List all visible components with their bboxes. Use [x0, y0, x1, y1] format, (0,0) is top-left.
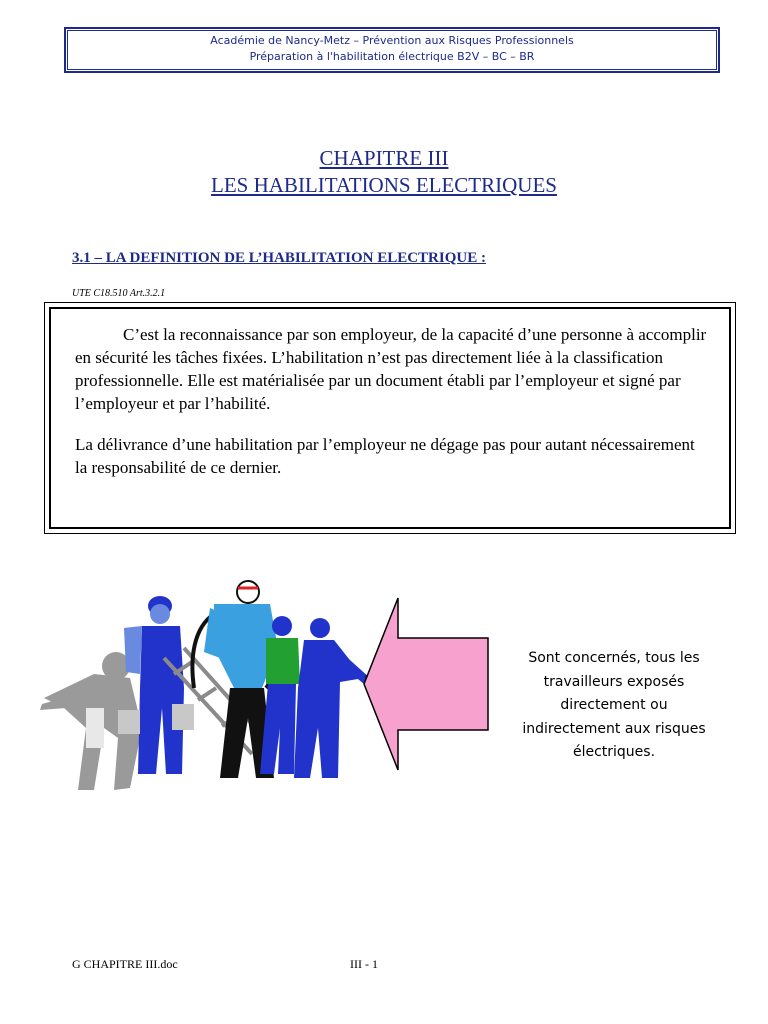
header-line-1: Académie de Nancy-Metz – Prévention aux Risques Professionnels — [210, 34, 574, 47]
concerned-workers-text — [496, 647, 732, 765]
standard-reference: UTE C18.510 Art.3.2.1 — [72, 288, 166, 299]
chapter-title: LES HABILITATIONS ELECTRIQUES — [211, 173, 557, 197]
header-line-2: Préparation à l'habilitation électrique B2V – BC – BR — [249, 50, 535, 63]
definition-box — [44, 302, 736, 534]
concerned-line-5: électriques. — [572, 744, 656, 760]
concerned-line-2: travailleurs exposés — [543, 673, 685, 690]
footer-page-number: III - 1 — [350, 957, 378, 971]
definition-paragraph-1: C’est la reconnaissance par son employeur, de la capacité d’une personne à accomplir en sécurité les tâches fixées. L’habilitation n’est pas directement liée à la classification professionnelle. Elle est matérialisée par un document établi par l’employeur et signé par l’employeur et par l’habilité. — [75, 325, 707, 413]
definition-paragraph-2: La délivrance d’une habilitation par l’employeur ne dégage pas pour autant nécessairement la responsabilité de ce dernier. — [75, 435, 695, 477]
document-header — [64, 27, 720, 73]
chapter-number: CHAPITRE III — [319, 146, 449, 170]
footer-filename: G CHAPITRE III.doc — [72, 957, 178, 971]
green-worker-figure — [260, 616, 300, 774]
concerned-line-4: indirectement aux risques — [522, 720, 706, 737]
workers-illustration — [34, 578, 414, 798]
concerned-line-1: Sont concernés, tous les — [528, 650, 700, 666]
concerned-line-3: directement ou — [560, 697, 668, 713]
section-title: 3.1 – LA DEFINITION DE L’HABILITATION ELECTRIQUE : — [72, 250, 486, 266]
pointer-arrow — [360, 596, 490, 772]
definition-box-inner — [49, 307, 731, 529]
